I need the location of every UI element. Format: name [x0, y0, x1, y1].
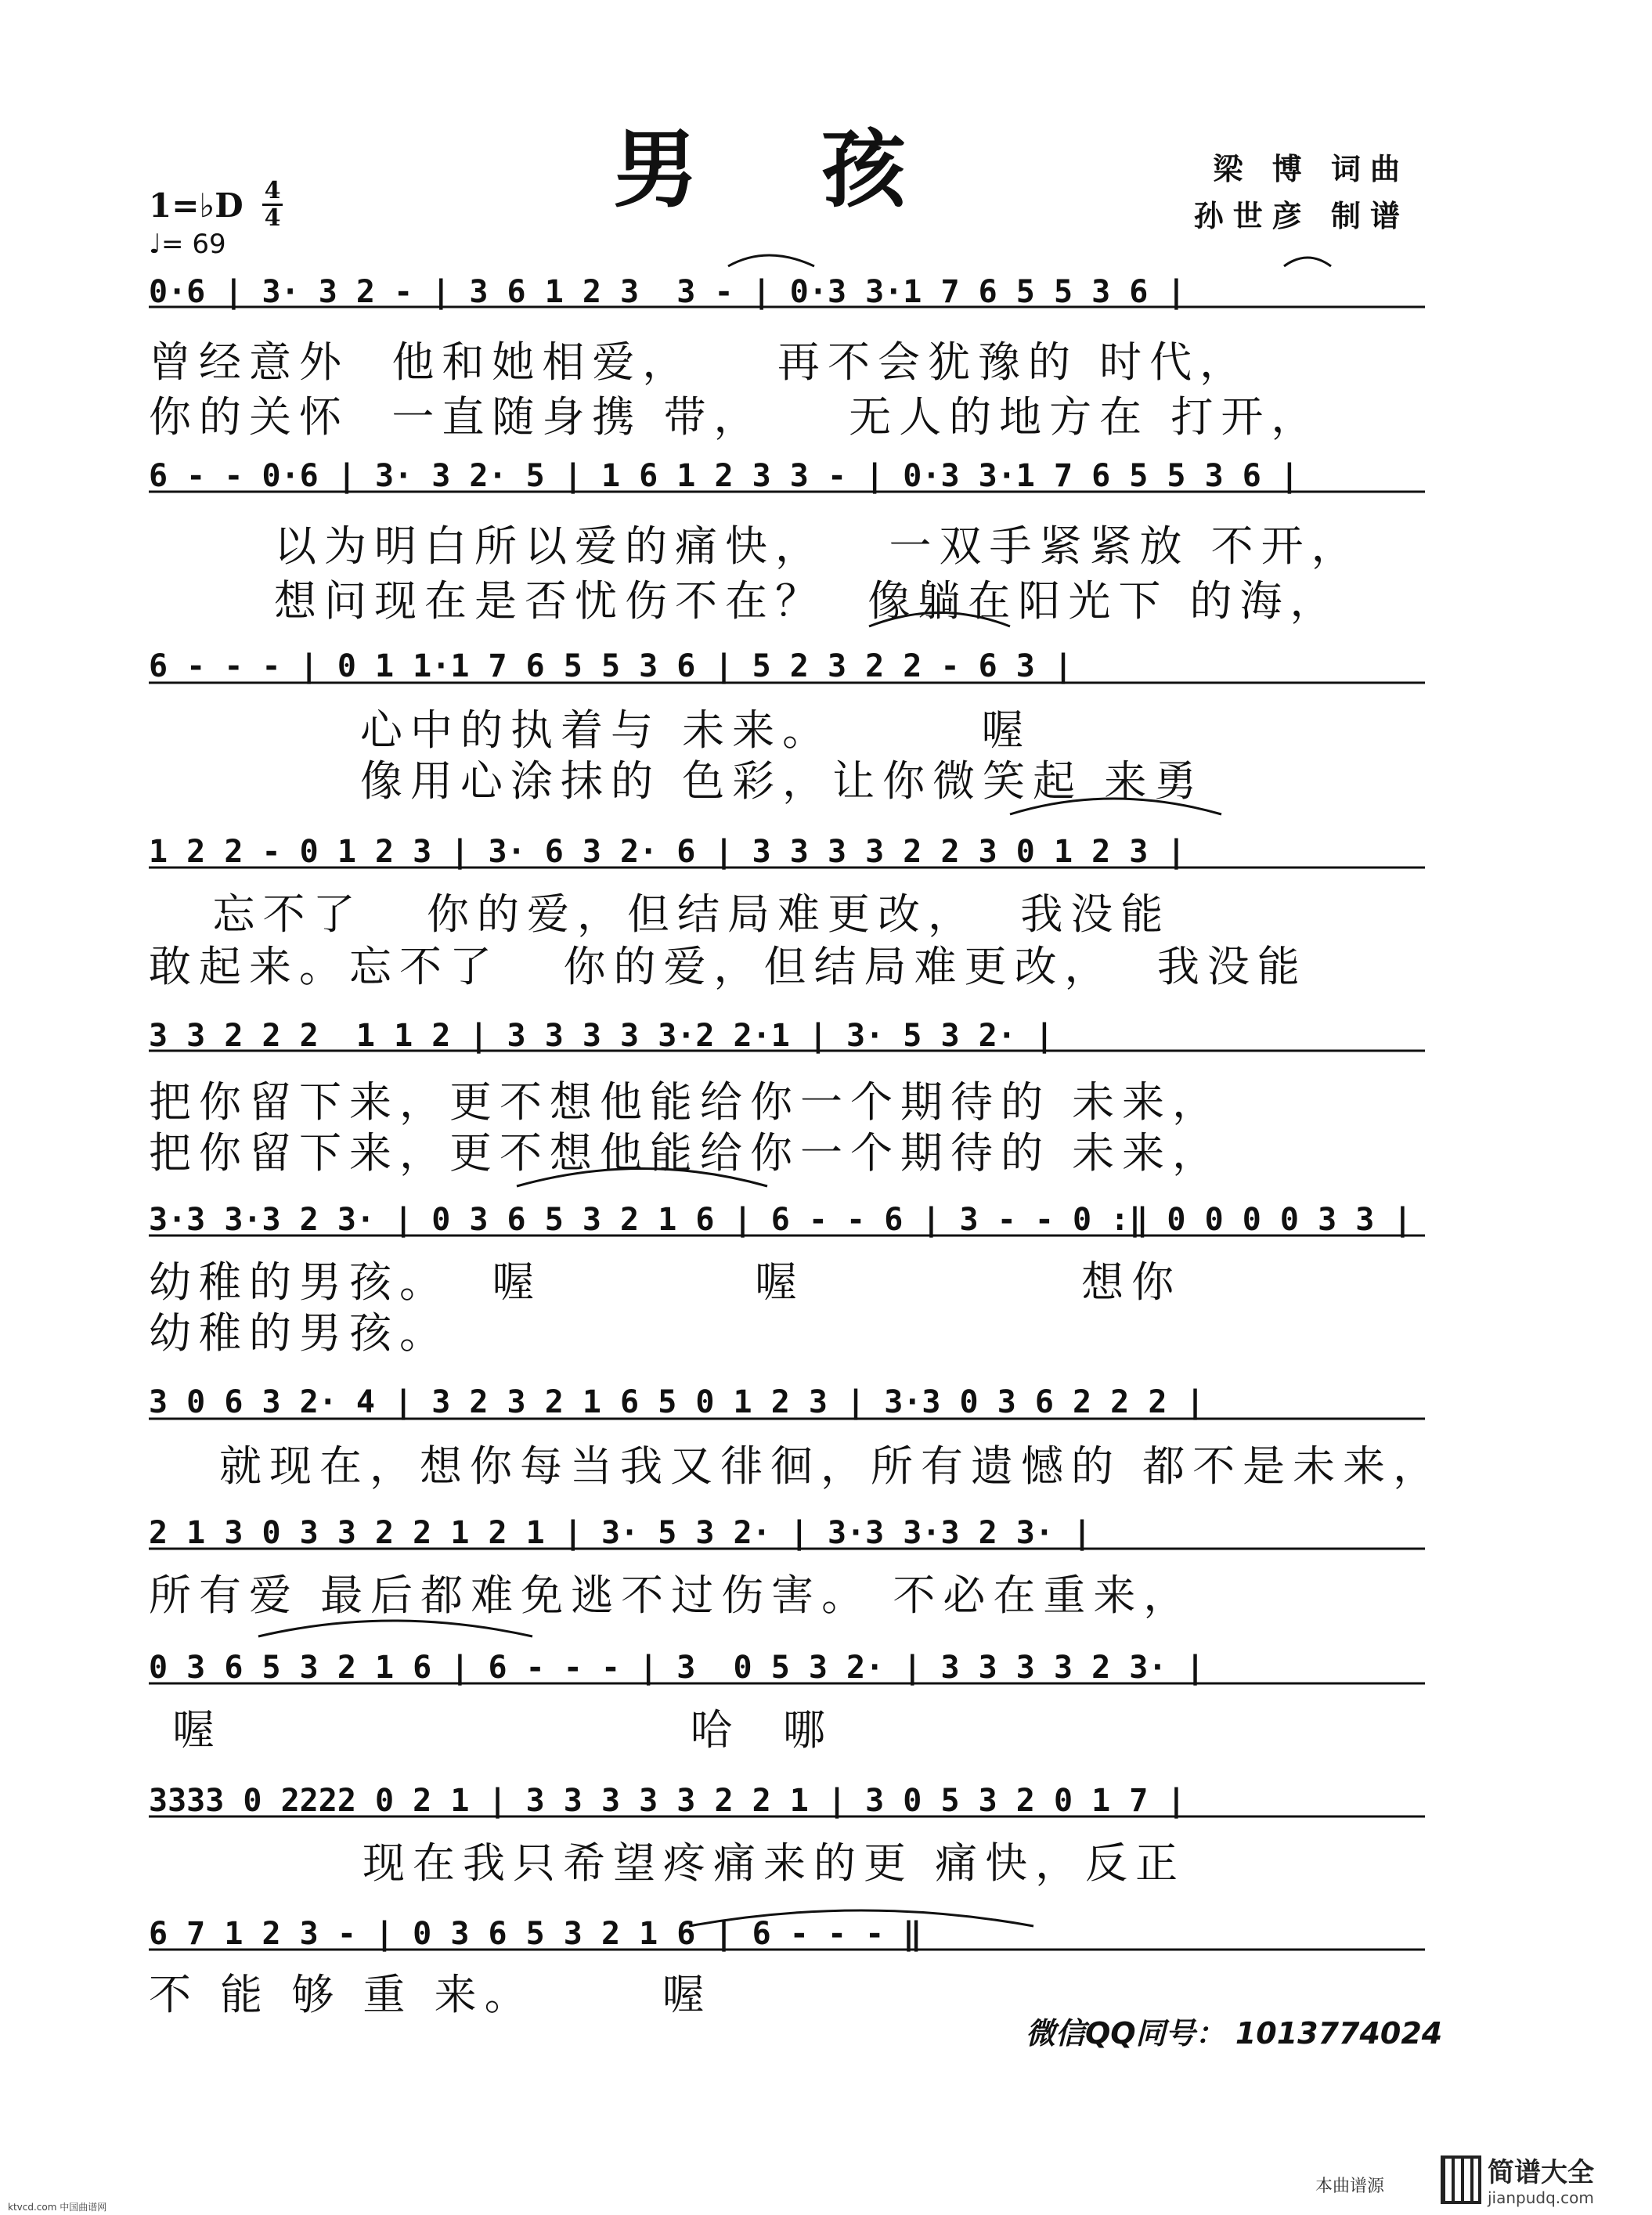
- source-site-right: 本曲谱源: [1315, 2177, 1385, 2196]
- lyric-line-8a: 所有爱 最后都难免逃不过伤害。 不必在重来，: [149, 1571, 1194, 1620]
- slur-mark: [728, 255, 814, 266]
- song-title: 男 孩: [613, 121, 953, 219]
- notation-row-8: 2 1 3 0 3 3 2 2 1 2 1 | 3· 5 3 2· | 3·3 3·3 2 3· |: [149, 1515, 1092, 1551]
- site-logo[interactable]: [1441, 2149, 1594, 2212]
- time-signature-top: 4: [264, 177, 281, 204]
- notation-row-5: 3 3 2 2 2 1 1 2 | 3 3 3 3 3·2 2·1 | 3· 5 3 2· |: [149, 1018, 1054, 1054]
- lyric-line-5a: 把你留下来，更不想他能给你一个期待的 未来，: [149, 1077, 1223, 1127]
- lyric-line-2b: 想问现在是否忧伤不在？ 像躺在阳光下 的海，: [274, 576, 1340, 626]
- key-signature: 1=♭D: [149, 186, 243, 225]
- tempo-marking: ♩= 69: [149, 229, 226, 260]
- arranger-credit: 孙世彦 制谱: [1193, 199, 1409, 233]
- notation-row-3: 6 - - - | 0 1 1·1 7 6 5 5 3 6 | 5 2 3 2 2 - 6 3 |: [149, 648, 1073, 684]
- notation-row-10: 3333 0 2222 0 2 1 | 3 3 3 3 3 2 2 1 | 3 0 5 3 2 0 1 7 |: [149, 1783, 1186, 1819]
- lyric-line-4a: 忘不了 你的爱，但结局难更改， 我没能: [149, 889, 1171, 939]
- source-site-left: ktvcd.com 中国曲谱网: [8, 2202, 107, 2213]
- lyricist-credit: 梁 博 词曲: [1213, 152, 1409, 186]
- lyric-line-6a: 幼稚的男孩。 喔 喔 想你: [149, 1257, 1182, 1307]
- lyric-line-1b: 你的关怀 一直随身携 带， 无人的地方在 打开，: [149, 392, 1322, 442]
- logo-url: jianpudq.com: [1488, 2188, 1594, 2207]
- notation-row-4: 1 2 2 - 0 1 2 3 | 3· 6 3 2· 6 | 3 3 3 3 2 2 3 0 1 2 3 |: [149, 834, 1186, 870]
- lyric-line-5b: 把你留下来，更不想他能给你一个期待的 未来，: [149, 1128, 1223, 1178]
- lyric-line-2a: 以为明白所以爱的痛快， 一双手紧紧放 不开，: [274, 521, 1362, 571]
- slur-mark: [258, 1621, 532, 1636]
- notation-row-6: 3·3 3·3 2 3· | 0 3 6 5 3 2 1 6 | 6 - - 6 | 3 - - 0 :‖ 0 0 0 0 3 3 |: [149, 1202, 1412, 1238]
- time-signature-bottom: 4: [264, 204, 281, 232]
- lyric-line-9a: 喔 哈 哪: [172, 1705, 833, 1755]
- lyric-line-7a: 就现在，想你每当我又徘徊，所有遗憾的 都不是未来，: [219, 1441, 1444, 1491]
- slur-mark: [1284, 258, 1331, 266]
- lyric-line-4b: 敢起来。忘不了 你的爱，但结局难更改， 我没能: [149, 942, 1308, 991]
- logo-text: 简谱大全: [1488, 2157, 1594, 2188]
- notation-row-9: 0 3 6 5 3 2 1 6 | 6 - - - | 3 0 5 3 2· | 3 3 3 3 2 3· |: [149, 1650, 1205, 1686]
- lyric-line-3b: 像用心涂抹的 色彩，让你微笑起 来勇: [360, 756, 1205, 806]
- lyric-line-11a: 不 能 够 重 来。 喔: [149, 1970, 712, 2019]
- notation-row-1: 0·6 | 3· 3 2 - | 3 6 1 2 3 3 - | 0·3 3·1 7 6 5 5 3 6 |: [149, 274, 1186, 310]
- lyric-line-6b: 幼稚的男孩。: [149, 1308, 449, 1358]
- lyric-line-10a: 现在我只希望疼痛来的更 痛快，反正: [235, 1838, 1186, 1888]
- contact-info: 微信QQ同号： 1013774024: [1026, 2016, 1443, 2051]
- notation-row-11: 6 7 1 2 3 - | 0 3 6 5 3 2 1 6 | 6 - - - ‖: [149, 1916, 922, 1952]
- notation-row-7: 3 0 6 3 2· 4 | 3 2 3 2 1 6 5 0 1 2 3 | 3·3 0 3 6 2 2 2 |: [149, 1384, 1205, 1420]
- lyric-line-3a: 心中的执着与 未来。 喔: [360, 705, 1032, 755]
- notation-row-2: 6 - - 0·6 | 3· 3 2· 5 | 1 6 1 2 3 3 - | 0·3 3·1 7 6 5 5 3 6 |: [149, 458, 1300, 494]
- lyric-line-1a: 曾经意外 他和她相爱， 再不会犹豫的 时代，: [149, 337, 1250, 387]
- piano-keys-icon: [1441, 2155, 1481, 2204]
